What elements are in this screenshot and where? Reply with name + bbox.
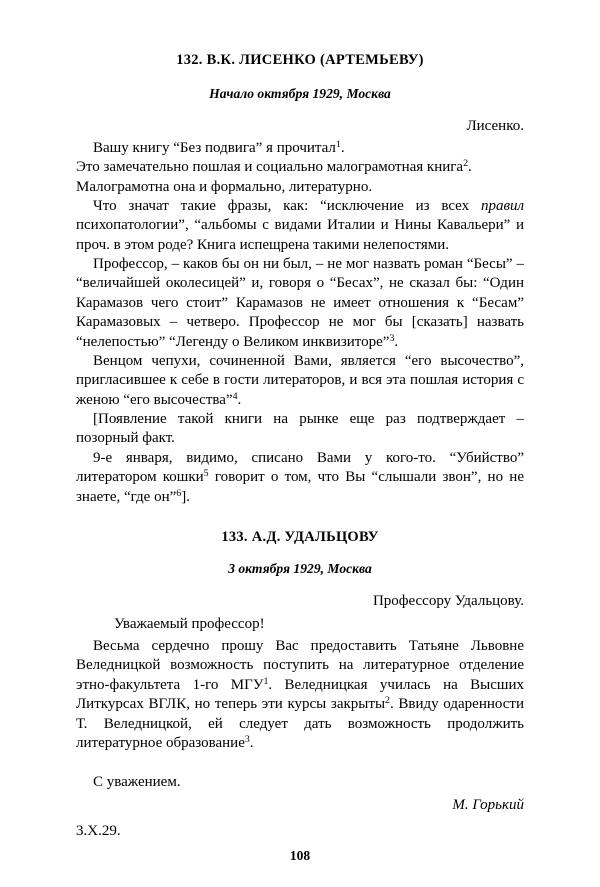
letter-133-dateline: 3 октября 1929, Москва (228, 561, 372, 576)
letter-132-addressee: Лисенко. (466, 118, 524, 134)
letter-133-salutation: Уважаемый профессор! (114, 616, 265, 632)
letter-132-paragraph-2: Что значат такие фразы, как: “исключение из всех правил психопатологии”, “альбомы с видами Италии и Нины Кавальери” и проч. в этом роде? Книга испещрена такими нелепостями. (76, 198, 524, 253)
letter-132-paragraph-5: [Появление такой книги на рынке еще раз подтверждает – позорный факт. (76, 411, 524, 447)
letter-132-paragraph-6: 9-е января, видимо, списано Вами у кого-то. “Убийство” литератором кошки$^5$ говорит о том, что Вы “слышали звон”, но не знаете, “где он”$^6$]. (76, 450, 524, 505)
letter-133-addressee: Профессору Удальцову. (372, 593, 524, 609)
letter-132-dateline: Начало октября 1929, Москва (209, 86, 391, 101)
letter-133-signature: М. Горький (452, 797, 524, 813)
letter-133-paragraph-1: Весьма сердечно прошу Вас предоставить Татьяне Львовне Веледницкой возможность поступить на литературное отделение этно-факультета 1-го МГУ$^1$. Веледницкая училась на Высших Литкурсах ВГЛК, но теперь эти курсы закрыты$^2$. Ввиду одаренности Т. Веледницкой, ей следует дать возможность продолжить литературное образование$^3$. (76, 638, 524, 752)
letter-133-title: 133. А.Д. УДАЛЬЦОВУ (221, 529, 379, 545)
page-number: 108 (289, 848, 311, 863)
letter-132-paragraph-3: Профессор, – каков бы он ни был, – не мог назвать роман “Бесы” – “величайшей околесицей” и, говоря о “Бесах”, не сказал бы: “Один Карамазов чего стоит” Карамазов не имеет отношения к “Бесам” Карамазовых – четверо. Профессор не мог бы [сказать] назвать “нелепостью” “Легенду о Великом инквизиторе”$^3$. (76, 256, 524, 350)
letter-133-date-stamp: 3.Х.29. (76, 823, 121, 839)
letter-133-closing: С уважением. (93, 774, 181, 790)
letter-132-paragraph-1: Вашу книгу “Без подвига” я прочитал$^1$. Это замечательно пошлая и социально малограмотная книга$^2$. Малограмотна она и формально, литературно. (76, 139, 472, 195)
letter-132-title: 132. В.К. ЛИСЕНКО (АРТЕМЬЕВУ) (176, 52, 424, 68)
letter-132-paragraph-4: Венцом чепухи, сочиненной Вами, является “его высочество”, пригласившее к себе в гости литераторов, и вся эта пошлая история с женою “его высочества”$^4$. (76, 353, 524, 408)
